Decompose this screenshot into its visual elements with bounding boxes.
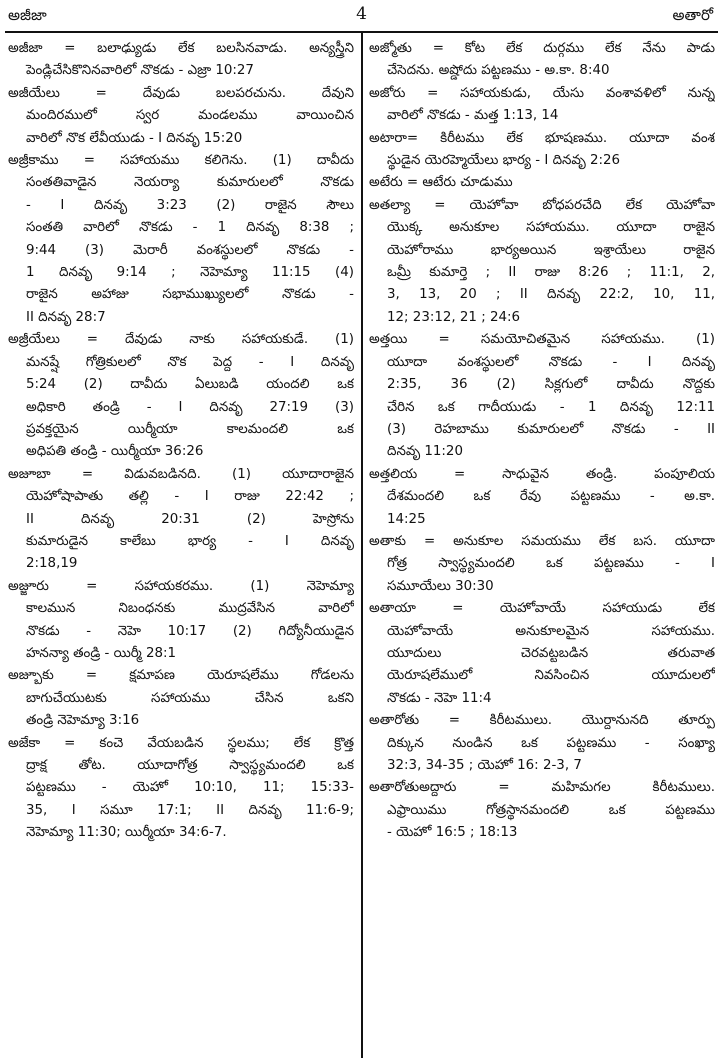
entry-text-line: ప్రవక్తయైన యిర్మీయా కాలమందలి ఒక [26,421,354,437]
page-number: 4 [356,4,367,24]
entry-text-line: 32:3, 34-35 ; యెహో 16: 2-3, 7 [387,758,582,773]
entry-text-line: తండ్రి నెహెమ్యా 3:16 [26,713,140,729]
entry-text-line: దినవృ 11:20 [387,444,463,460]
dictionary-entry [8,150,354,329]
entry-text-line: 2:18,19 [26,556,78,572]
dictionary-entry [369,128,715,173]
entry-headword-line: అతల్యా = యెహోవా బోధపరచేది లేక యెహోవా [369,197,715,213]
entry-text-line: 5:24 (2) దావీదు ఏలుబడి యందలి ఒక [26,377,354,393]
entry-headword-line: అతాకు = అనుకూల సమయము లేక బస. యూదా [369,533,715,549]
entry-text-line: సంతతివాడైన నెయర్యా కుమారులలో నొకడు [26,175,354,191]
dictionary-entry [369,38,715,83]
entry-text-line: యెహోవాయే అనుకూలమైన సహాయము. [387,623,715,639]
entry-headword-line: అజ్జూరు = సహాయకరము. (1) నెహెమ్యా [8,578,354,594]
entry-text-line: 12; 23:12, 21 ; 24:6 [387,309,521,325]
dictionary-entry [369,172,715,194]
dictionary-entry [8,665,354,732]
entry-text-line: సమూయేలు 30:30 [387,578,494,594]
entry-headword-line: అజ్రీకాము = సహాయము కలిగెను. (1) దావీదు [8,153,354,169]
entry-text-line: యెహోషాపాతు తల్లి - I రాజు 22:42 ; [26,489,354,505]
entry-text-line: నొకడు - నెహె 10:17 (2) గిద్యోనీయుడైన [26,623,354,639]
header-last-word: అతారో [672,6,713,24]
dictionary-entry [369,531,715,598]
entry-headword-line: అజ్రీయేలు = దేవుడు నాకు సహాయకుడే. (1) [8,332,354,348]
entry-text-line: దేశమందలి ఒక రేవు పట్టణము - అ.కా. [387,489,715,505]
entry-text-line: ఒమ్రీ కుమార్తె ; II రాజు 8:26 ; 11:1, 2, [387,265,715,281]
entry-text-line: మనష్షే గోత్రికులలో నొక పెద్ద - I దినవృ [26,354,354,370]
dictionary-entry [369,710,715,777]
entry-text-line: స్థుడైన యెరహ్మెయేలు భార్య - I దినవృ 2:26 [387,153,621,169]
dictionary-entry [369,329,715,463]
entry-text-line: - I దినవృ 3:23 (2) రాజైన సౌలు [26,197,354,213]
entry-text-line: II దినవృ 28:7 [26,309,106,325]
entry-text-line: గోత్ర స్వాస్థ్యమందలి ఒక పట్టణము - I [387,556,715,572]
entry-text-line: బాగుచేయుటకు సహాయము చేసిన ఒకని [26,690,354,706]
entry-text-line: హనన్యా తండ్రి - యిర్మీ 28:1 [26,645,177,661]
entry-headword-line: అతాయా = యెహోవాయే సహాయుడు లేక [369,601,715,617]
entry-text-line: ఎఫ్రాయిము గోత్రస్థానమందలి ఒక పట్టణము [387,802,715,818]
dictionary-entry [369,195,715,329]
entry-text-line: రాజైన అహాజు సభాముఖ్యులలో నొకడు - [26,287,354,303]
entry-text-line: 9:44 (3) మెరారీ వంశస్థులలో నొకడు - [26,242,354,258]
dictionary-entry [369,83,715,128]
right-column [369,38,715,845]
entry-text-line: యెహోరాము భార్యఅయిన ఇశ్రాయేలు రాజైన [387,242,715,258]
entry-text-line: యొక్క అనుకూల సహాయము. యూదా రాజైన [387,220,715,236]
entry-text-line: II దినవృ 20:31 (2) హెస్రోను [26,511,354,527]
entry-text-line: దిక్కున నుండిన ఒక పట్టణము - సంఖ్యా [387,735,715,751]
entry-text-line: యూదులు చెరవట్టబడిన తరువాత [387,645,715,661]
entry-text-line: 2:35, 36 (2) సిక్లగులో దావీదు నొద్దకు [387,377,715,393]
entry-headword-line: అత్తలియ = సాధువైన తండ్రి. పంపూలియ [369,466,715,482]
dictionary-entry [8,464,354,576]
entry-text-line: చేరిన ఒక గాదీయుడు - 1 దినవృ 12:11 [387,399,715,415]
dictionary-entry [369,777,715,844]
entry-text-line: వారిలో నొకడు - మత్త 1:13, 14 [387,108,559,124]
entry-text-line: మందిరములో స్వర మండలము వాయించిన [26,108,354,124]
dictionary-entry [8,329,354,463]
dictionary-entry [8,733,354,845]
entry-headword-line: అతారోతుఅద్దారు = మహిమగల కిరీటములు. [369,780,715,796]
entry-text-line: పెండ్లిచేసికొనినవారిలో నొకడు - ఎజ్రా 10:27 [26,63,254,79]
entry-text-line: నొకడు - నెహె 11:4 [387,690,492,706]
entry-text-line: 3, 13, 20 ; II దినవృ 22:2, 10, 11, [387,287,715,303]
dictionary-entry [369,464,715,531]
entry-headword-line: అజీయేలు = దేవుడు బలపరచును. దేవుని [8,85,354,101]
entry-text-line: కుమారుడైన కాలేబు భార్య - I దినవృ [26,533,354,549]
entry-text-line: 35, I సమూ 17:1; II దినవృ 11:6-9; [26,802,354,818]
dictionary-entry [369,598,715,710]
entry-text-line: అధిపతి తండ్రి - యిర్మీయా 36:26 [26,444,204,460]
entry-text-line: నెహెమ్యా 11:30; యిర్మీయా 34:6-7. [26,825,227,841]
entry-text-line: 1 దినవృ 9:14 ; నెహెమ్యా 11:15 (4) [26,265,354,281]
entry-text-line: చేసెదను. అష్డోదు పట్టణము - అ.కా. 8:40 [387,63,610,79]
entry-text-line: వారిలో నొక లేవీయుడు - I దినవృ 15:20 [26,130,243,146]
entry-headword-line: అత్తయి = సమయోచితమైన సహాయము. (1) [369,332,715,348]
entry-text-line: కాలమున నిబంధనకు ముద్రవేసిన వారిలో [26,601,354,617]
entry-headword-line: అజ్మోతు = కోట లేక దుర్గము లేక నేను పాడు [369,41,715,56]
entry-text-line: అధికారి తండ్రి - I దినవృ 27:19 (3) [26,399,354,415]
page-header [0,2,723,32]
entry-headword-line: అజ్బూకు = క్షమాపణ యెరూషలేము గోడలను [8,668,354,684]
dictionary-entry [8,83,354,150]
dictionary-entry [8,38,354,83]
entry-text-line: ద్రాక్ష తోట. యూదాగోత్ర స్వాస్థ్యమందలి ఒక [26,758,354,773]
entry-text-line: - యెహో 16:5 ; 18:13 [387,825,518,841]
entry-headword-line: అటారా= కిరీటము లేక భూషణము. యూదా వంశ [369,130,715,146]
dictionary-entry [8,576,354,666]
entry-headword-line: అటేరు = ఆటేరు చూడుము [369,175,513,191]
entry-text-line: యూదా వంశస్థులలో నొకడు - I దినవృ [387,354,715,370]
entry-text-line: సంతతి వారిలో నొకడు - 1 దినవృ 8:38 ; [26,220,354,236]
entry-text-line: 14:25 [387,511,426,527]
entry-text-line: పట్టణము - యెహో 10:10, 11; 15:33- [26,780,354,796]
entry-headword-line: అజూబా = విడువబడినది. (1) యూదారాజైన [8,466,354,482]
entry-headword-line: అజేకా = కంచె వేయబడిన స్థలము; లేక క్రొత్త [8,735,354,751]
column-divider [361,32,363,1058]
entry-text-line: యెరూషలేములో నివసించిన యూదులలో [387,668,715,684]
entry-headword-line: అజీజా = బలాఢ్యుడు లేక బలసినవాడు. అన్యస్త్రీని [8,41,354,56]
entry-headword-line: అతారోతు = కిరీటములు. యొర్దానునది తూర్పు [369,713,715,729]
entry-headword-line: అజోరు = సహాయకుడు, యేసు వంశావళిలో నున్న [369,85,715,101]
header-first-word: అజీజా [8,6,47,24]
entry-text-line: (3) రెహబాము కుమారులలో నొకడు - II [387,421,715,437]
left-column [8,38,354,845]
